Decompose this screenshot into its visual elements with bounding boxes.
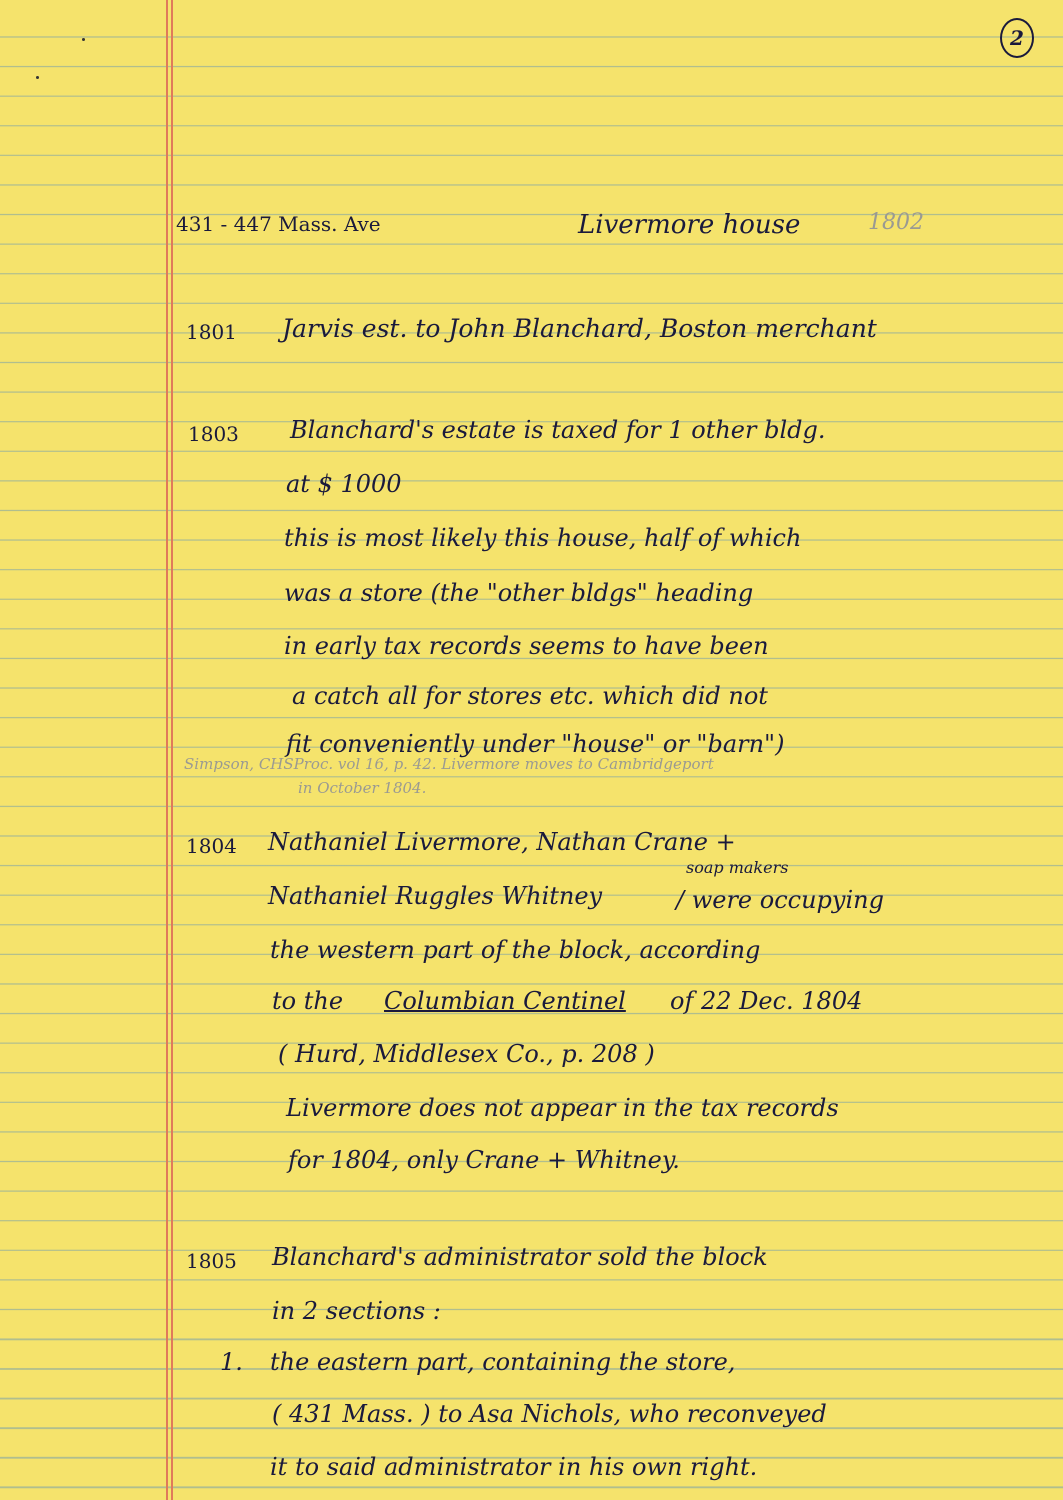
entry-1805-line: it to said administrator in his own right. <box>270 1453 758 1481</box>
heading-date: 1802 <box>868 210 924 235</box>
entry-1804-line: Nathaniel Ruggles Whitney <box>268 882 603 910</box>
entry-1803-line: in early tax records seems to have been <box>284 632 769 660</box>
entry-1803-line: a catch all for stores etc. which did not <box>292 682 768 710</box>
entry-1801-line: Jarvis est. to John Blanchard, Boston merchant <box>282 314 877 343</box>
entry-1805-line: in 2 sections : <box>272 1297 441 1325</box>
entry-year-1803: 1803 <box>188 422 239 446</box>
margin-line <box>166 0 168 1500</box>
entry-1804-insert: soap makers <box>686 858 789 877</box>
pencil-note-line: Simpson, CHSProc. vol 16, p. 42. Livermore moves to Cambridgeport <box>184 755 714 773</box>
entry-1804-line: ( Hurd, Middlesex Co., p. 208 ) <box>278 1040 655 1068</box>
page-number: 2 <box>1000 18 1034 58</box>
entry-1803-line: this is most likely this house, half of which <box>284 524 802 552</box>
entry-1804-line: Livermore does not appear in the tax records <box>286 1094 839 1122</box>
entry-1805-line: the eastern part, containing the store, <box>270 1348 736 1376</box>
entry-year-1801: 1801 <box>186 320 237 344</box>
entry-year-1804: 1804 <box>186 834 237 858</box>
entry-1804-line: of 22 Dec. 1804 <box>670 987 863 1015</box>
entry-year-1805: 1805 <box>186 1249 237 1273</box>
entry-1803-line: Blanchard's estate is taxed for 1 other bldg. <box>290 416 826 444</box>
entry-1804-line: / were occupying <box>676 886 884 914</box>
entry-1804-line: Nathaniel Livermore, Nathan Crane + <box>268 828 736 856</box>
entry-1803-line: at $ 1000 <box>286 470 402 498</box>
ink-speck <box>36 76 39 79</box>
entry-1804-line: to the <box>272 987 344 1015</box>
entry-1804-line: the western part of the block, according <box>270 936 761 964</box>
entry-1805-line: Blanchard's administrator sold the block <box>272 1243 768 1271</box>
heading-address: 431 - 447 Mass. Ave <box>176 212 381 236</box>
pencil-note-line: in October 1804. <box>298 779 427 797</box>
margin-line <box>171 0 173 1500</box>
entry-1804-source-title: Columbian Centinel <box>384 987 626 1015</box>
entry-1805-item-number: 1. <box>220 1348 243 1376</box>
heading-house-name: Livermore house <box>578 210 801 240</box>
entry-1803-line: fit conveniently under "house" or "barn") <box>286 730 785 758</box>
entry-1803-line: was a store (the "other bldgs" heading <box>284 579 754 607</box>
entry-1804-line: for 1804, only Crane + Whitney. <box>288 1146 680 1174</box>
ink-speck <box>82 38 85 41</box>
entry-1805-line: ( 431 Mass. ) to Asa Nichols, who reconveyed <box>272 1400 827 1428</box>
